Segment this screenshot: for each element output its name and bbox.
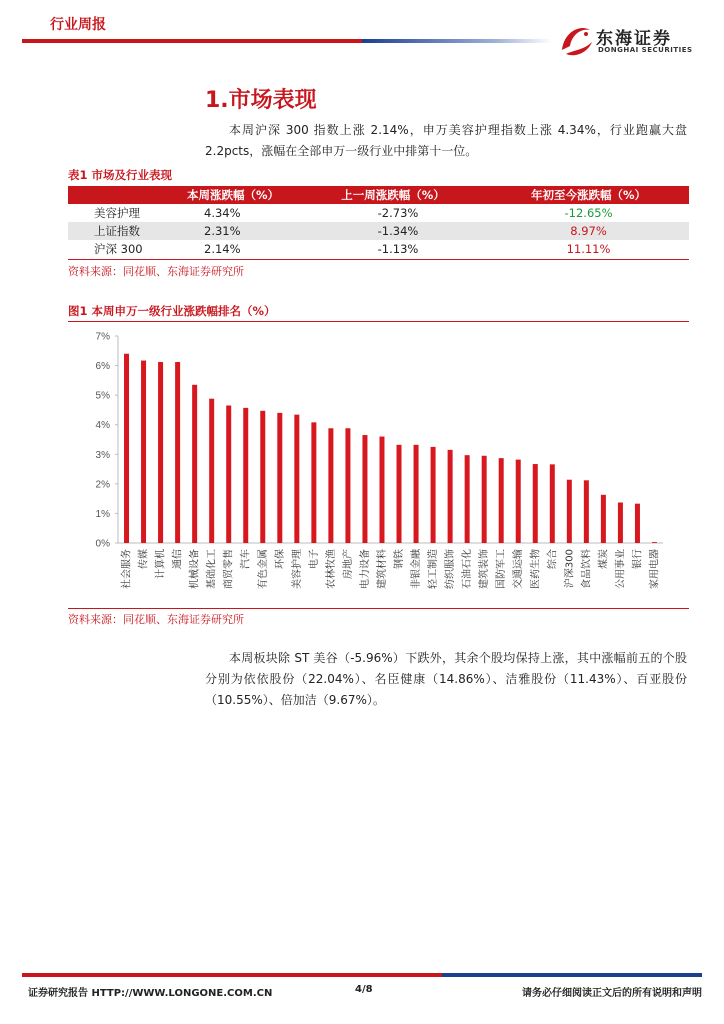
- bar: [345, 428, 350, 543]
- figure-bottom-rule: [68, 608, 689, 609]
- x-tick-label: 医药生物: [530, 549, 542, 589]
- logo-text-cn: 东海证券: [596, 29, 672, 49]
- stock-movers-paragraph: 本周板块除 ST 美谷（-5.96%）下跌外，其余个股均保持上涨，其中涨幅前五的个股分别为依依股份（22.04%）、名臣健康（14.86%）、洁雅股份（11.43%）、百亚股份（10.55%）、倍加洁（9.67%）。: [205, 651, 687, 707]
- bar: [243, 408, 248, 543]
- x-tick-label: 轻工制造: [428, 549, 440, 589]
- bar: [550, 464, 555, 543]
- bar: [482, 456, 487, 543]
- row-name: 沪深 300: [94, 242, 143, 256]
- figure-caption: 图1 本周申万一级行业涨跌幅排名（%）: [68, 304, 276, 318]
- table-header-cell: 本周涨跌幅（%）: [168, 186, 298, 204]
- table-row: [68, 222, 689, 240]
- prev-week-change: -1.34%: [298, 222, 488, 240]
- footer-website: 证券研究报告 HTTP://WWW.LONGONE.COM.CN: [28, 988, 273, 999]
- figure-source-note: 资料来源：同花顺、东海证券研究所: [68, 613, 244, 626]
- footer-rule-blue: [442, 973, 702, 977]
- x-tick-label: 有色金属: [257, 549, 269, 589]
- x-tick-label: 汽车: [240, 549, 252, 569]
- table-row: [68, 240, 689, 258]
- bar: [209, 399, 214, 543]
- x-tick-label: 社会服务: [121, 549, 133, 589]
- y-tick-label: 5%: [95, 390, 110, 402]
- bar: [175, 362, 180, 543]
- x-tick-label: 商贸零售: [223, 549, 235, 589]
- bar: [635, 504, 640, 543]
- x-tick-label: 石油石化: [462, 549, 474, 589]
- header-rule-red: [22, 39, 362, 43]
- report-type-label: 行业周报: [50, 17, 106, 33]
- bar: [226, 405, 231, 543]
- x-tick-label: 美容护理: [291, 549, 303, 589]
- table-header-cell: [68, 186, 168, 204]
- table-bottom-rule: [68, 259, 689, 260]
- bar: [397, 445, 402, 543]
- table-header-cell: 上一周涨跌幅（%）: [298, 186, 488, 204]
- week-change: 4.34%: [204, 206, 241, 220]
- x-tick-label: 传媒: [138, 549, 150, 569]
- ytd-change: -12.65%: [564, 206, 613, 220]
- row-name: 美容护理: [94, 206, 140, 220]
- row-name: 上证指数: [68, 222, 168, 240]
- table-caption: 表1 市场及行业表现: [68, 168, 173, 182]
- section-title: 1.市场表现: [205, 88, 317, 113]
- x-tick-label: 机械设备: [189, 549, 201, 589]
- x-tick-label: 建筑装饰: [479, 549, 491, 589]
- x-tick-label: 环保: [274, 549, 286, 569]
- page-number: 4/8: [355, 984, 373, 995]
- prev-week-change: -1.13%: [377, 242, 419, 256]
- week-change: 2.14%: [204, 242, 241, 256]
- bar: [414, 445, 419, 543]
- bar: [465, 455, 470, 543]
- bar: [379, 437, 384, 543]
- bar: [584, 480, 589, 543]
- bar: [158, 362, 163, 543]
- x-tick-label: 建筑材料: [376, 549, 388, 589]
- y-tick-label: 2%: [95, 479, 110, 491]
- y-tick-label: 4%: [95, 420, 110, 432]
- ytd-change: 11.11%: [566, 242, 611, 256]
- x-tick-label: 公用事业: [615, 549, 627, 589]
- bar: [533, 464, 538, 543]
- y-tick-label: 6%: [95, 361, 110, 373]
- y-tick-label: 3%: [95, 449, 110, 461]
- bar: [192, 385, 197, 543]
- x-tick-label: 电力设备: [359, 549, 371, 589]
- x-tick-label: 基础化工: [206, 549, 218, 589]
- x-tick-label: 交通运输: [513, 549, 525, 589]
- table-header-cell: 年初至今涨跌幅（%）: [488, 186, 689, 204]
- bar: [618, 502, 623, 543]
- x-tick-label: 食品饮料: [581, 549, 593, 589]
- x-tick-label: 家用电器: [649, 549, 661, 589]
- y-tick-label: 7%: [95, 331, 110, 343]
- bar: [652, 542, 657, 543]
- x-tick-label: 农林牧渔: [325, 549, 337, 589]
- bar: [448, 450, 453, 543]
- donghai-logo-icon: [556, 20, 596, 60]
- x-tick-label: 沪深300: [564, 549, 576, 589]
- x-tick-label: 钢铁: [394, 549, 406, 569]
- x-tick-label: 计算机: [155, 549, 167, 579]
- prev-week-change: -2.73%: [377, 206, 419, 220]
- bar: [431, 447, 436, 543]
- y-tick-label: 1%: [95, 508, 110, 520]
- x-tick-label: 纺织服饰: [445, 549, 457, 589]
- x-tick-label: 国防军工: [496, 549, 508, 589]
- bar: [124, 354, 129, 543]
- figure-top-rule: [68, 321, 689, 322]
- table-header-row: [68, 186, 689, 204]
- footer-disclaimer: 请务必仔细阅读正文后的所有说明和声明: [522, 988, 702, 999]
- week-change: 2.31%: [168, 222, 298, 240]
- ytd-change: 8.97%: [488, 222, 689, 240]
- bar: [294, 415, 299, 543]
- bar: [277, 413, 282, 543]
- header-rule-blue: [362, 39, 552, 43]
- bar: [362, 435, 367, 543]
- logo-text-en: DONGHAI SECURITIES: [598, 46, 693, 54]
- table-row: [68, 204, 689, 222]
- x-tick-label: 综合: [547, 549, 559, 569]
- y-tick-label: 0%: [95, 538, 110, 550]
- bar: [311, 422, 316, 543]
- table-source-note: 资料来源：同花顺、东海证券研究所: [68, 265, 244, 278]
- market-performance-table: [68, 186, 689, 258]
- x-tick-label: 电子: [308, 549, 320, 569]
- summary-paragraph: 本周沪深 300 指数上涨 2.14%，申万美容护理指数上涨 4.34%，行业跑赢大盘 2.2pcts，涨幅在全部申万一级行业中排第十一位。: [205, 123, 687, 158]
- bar: [141, 361, 146, 543]
- bar: [328, 428, 333, 543]
- bar: [260, 411, 265, 543]
- footer-rule-red: [22, 973, 442, 977]
- x-tick-label: 银行: [632, 549, 644, 569]
- bar: [567, 480, 572, 543]
- bar: [516, 460, 521, 543]
- x-tick-label: 煤炭: [598, 549, 610, 569]
- bar: [499, 458, 504, 543]
- x-tick-label: 非银金融: [411, 549, 423, 589]
- x-tick-label: 房地产: [342, 549, 354, 579]
- industry-ranking-bar-chart: [68, 326, 689, 606]
- x-tick-label: 通信: [172, 549, 184, 569]
- bar: [601, 495, 606, 543]
